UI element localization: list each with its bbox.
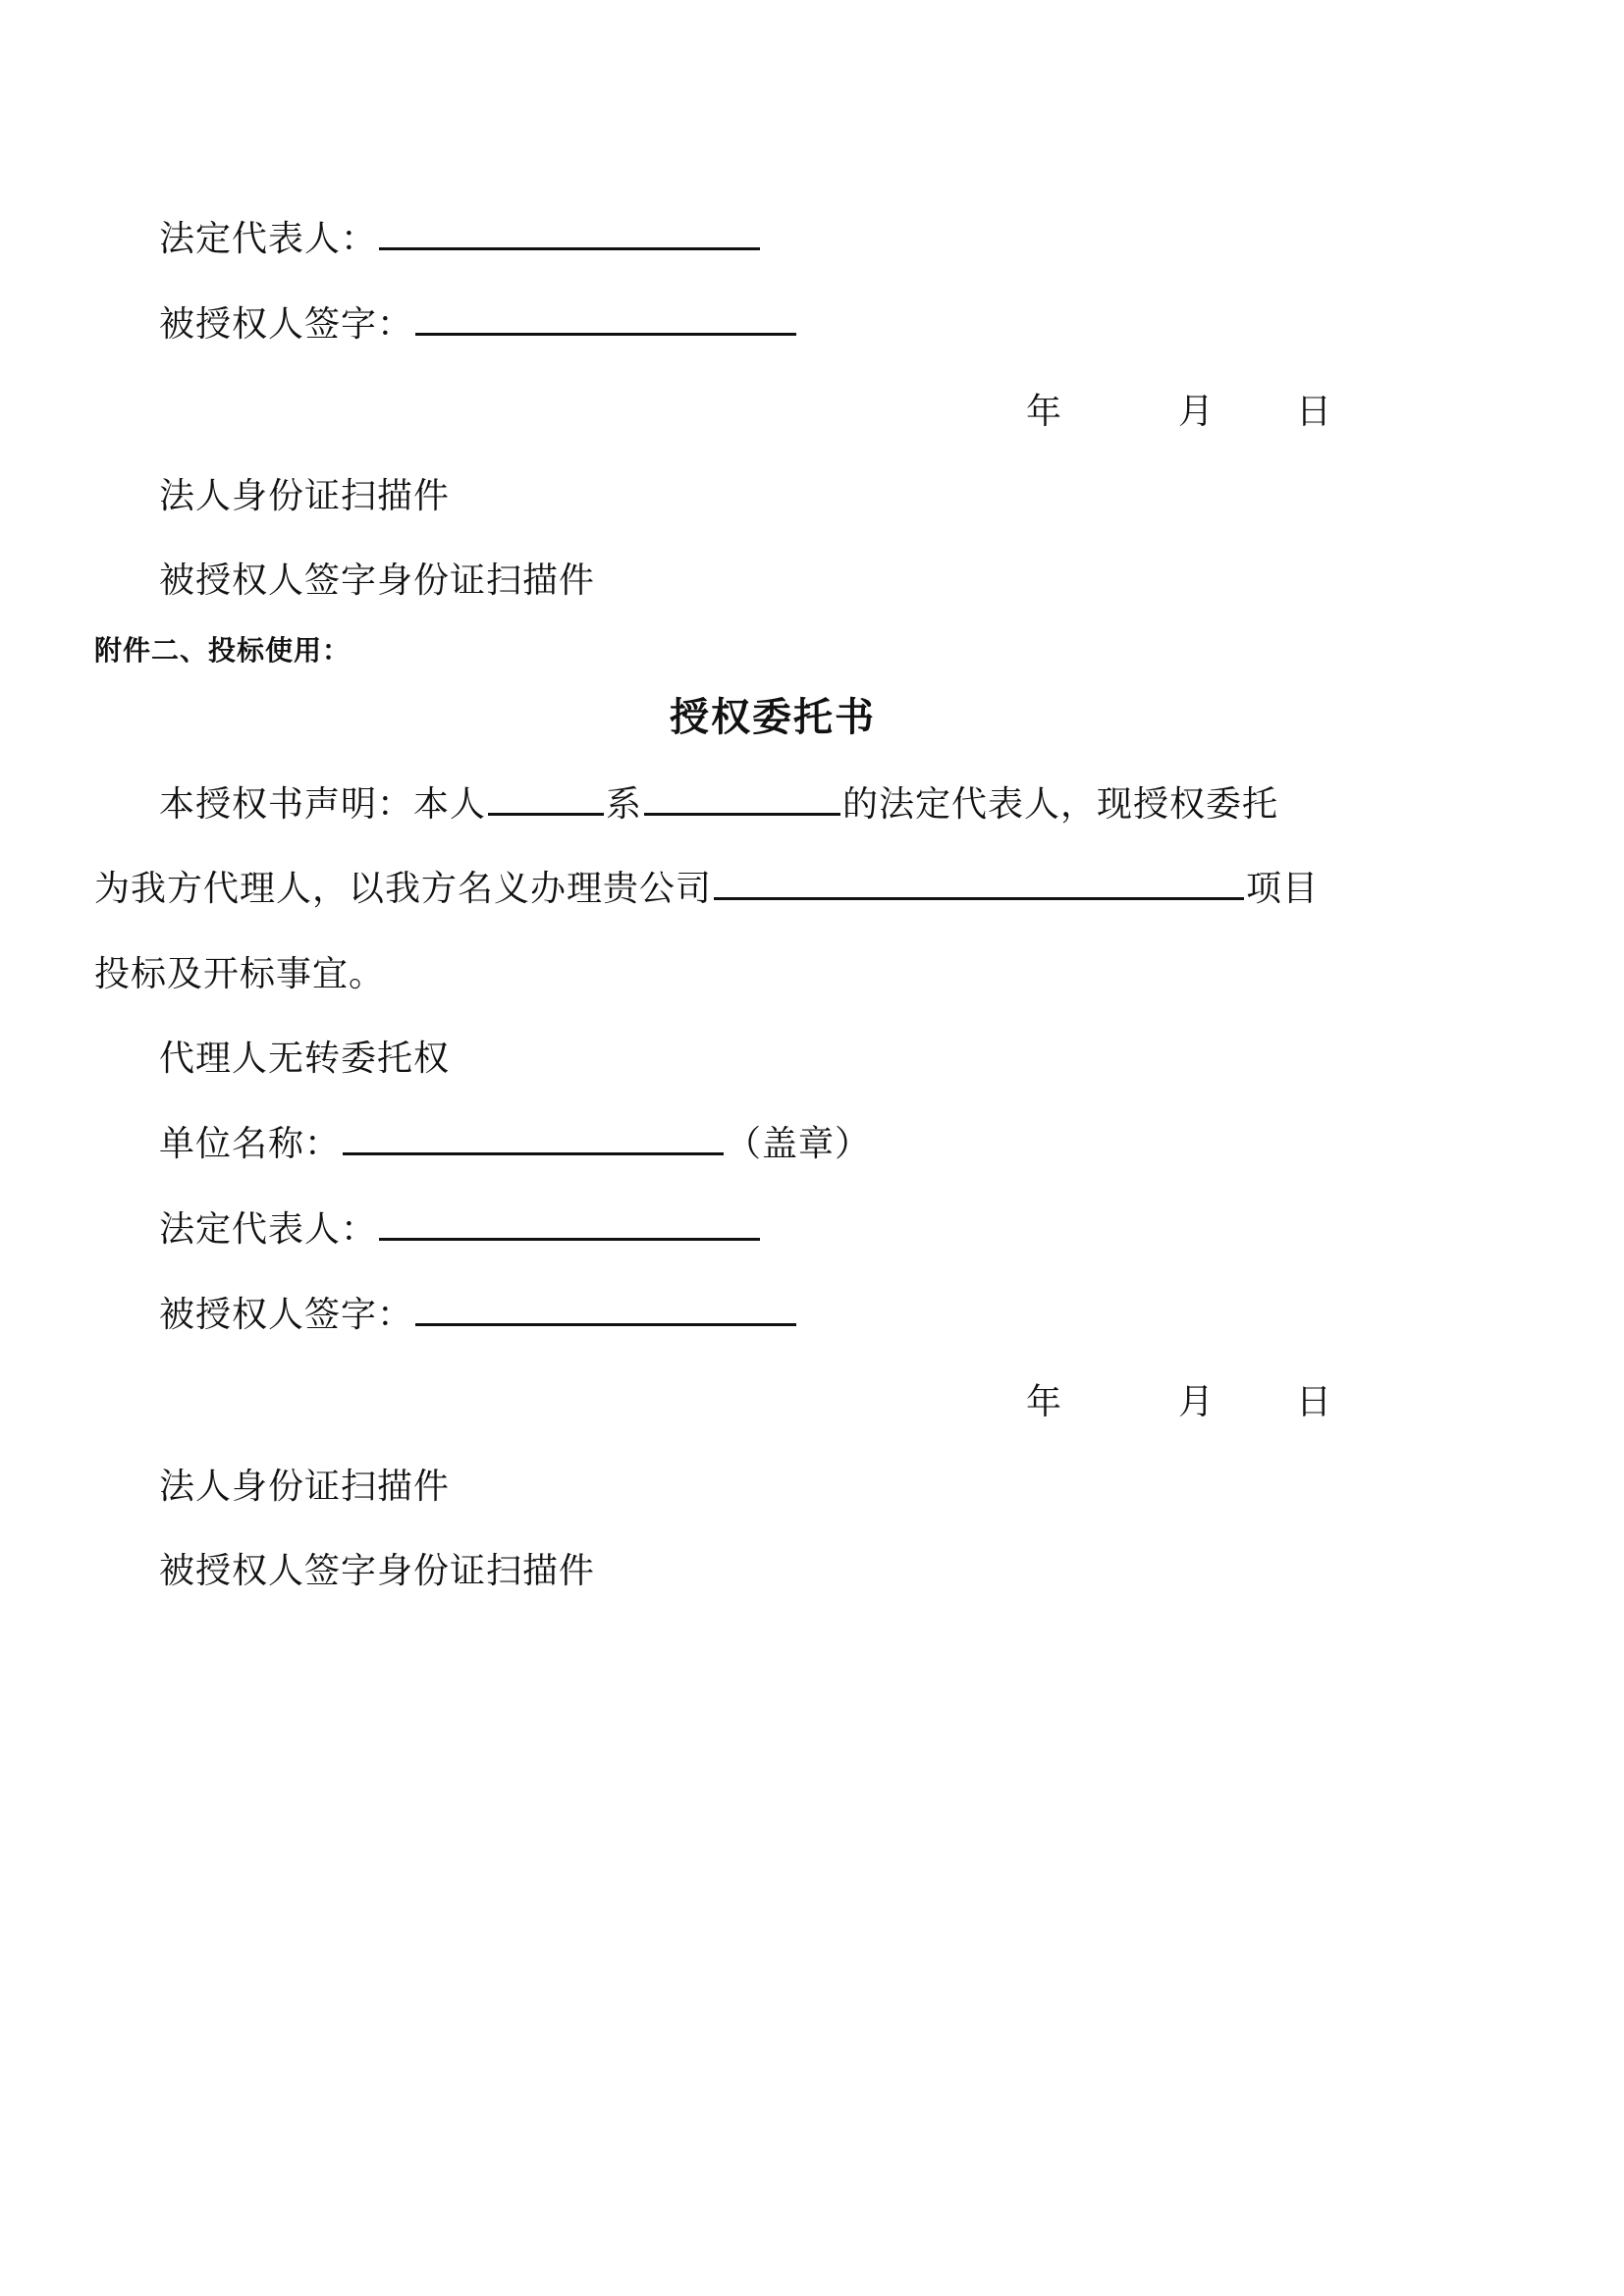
legal-rep-line-1 — [159, 218, 762, 261]
signature-blank — [415, 1294, 796, 1326]
legal-rep-blank — [379, 1208, 760, 1241]
statement-line-2 — [94, 868, 1319, 911]
date-month: 月 — [1178, 392, 1215, 432]
no-delegation: 代理人无转委托权 — [159, 1039, 451, 1079]
document-title: 授权委托书 — [670, 695, 876, 740]
project-blank — [714, 868, 1244, 900]
statement-line-1 — [159, 783, 1278, 827]
unit-name-line — [159, 1123, 871, 1166]
statement-line-3: 投标及开标事宜。 — [94, 954, 386, 994]
legal-id-scan-1: 法人身份证扫描件 — [159, 476, 451, 516]
statement-part5: 项目 — [1246, 869, 1320, 909]
legal-rep-label: 法定代表人： — [159, 219, 378, 259]
attachment-heading: 附件二、投标使用： — [94, 634, 352, 667]
signature-line-2 — [159, 1294, 798, 1337]
signature-label: 被授权人签字： — [159, 304, 414, 345]
statement-part4: 为我方代理人，以我方名义办理贵公司 — [94, 869, 713, 909]
signer-id-scan-1: 被授权人签字身份证扫描件 — [159, 561, 596, 601]
seal-label: （盖章） — [726, 1124, 872, 1164]
unit-name-label: 单位名称： — [159, 1124, 342, 1164]
signature-label: 被授权人签字： — [159, 1295, 414, 1335]
date-day: 日 — [1296, 1382, 1332, 1422]
date-month: 月 — [1178, 1382, 1215, 1422]
name-blank — [488, 783, 604, 816]
date-year: 年 — [1026, 1382, 1062, 1422]
statement-part2: 系 — [606, 784, 643, 825]
unit-name-blank — [343, 1123, 724, 1155]
signature-line-1 — [159, 303, 798, 347]
signer-id-scan-2: 被授权人签字身份证扫描件 — [159, 1551, 596, 1591]
statement-part3: 的法定代表人，现授权委托 — [842, 784, 1279, 825]
legal-id-scan-2: 法人身份证扫描件 — [159, 1467, 451, 1507]
company-blank — [644, 783, 840, 816]
date-day: 日 — [1296, 392, 1332, 432]
legal-rep-line-2 — [159, 1208, 762, 1252]
legal-rep-label: 法定代表人： — [159, 1209, 378, 1250]
signature-blank — [415, 303, 796, 336]
statement-part1: 本授权书声明：本人 — [159, 784, 487, 825]
date-year: 年 — [1026, 392, 1062, 432]
legal-rep-blank — [379, 218, 760, 250]
